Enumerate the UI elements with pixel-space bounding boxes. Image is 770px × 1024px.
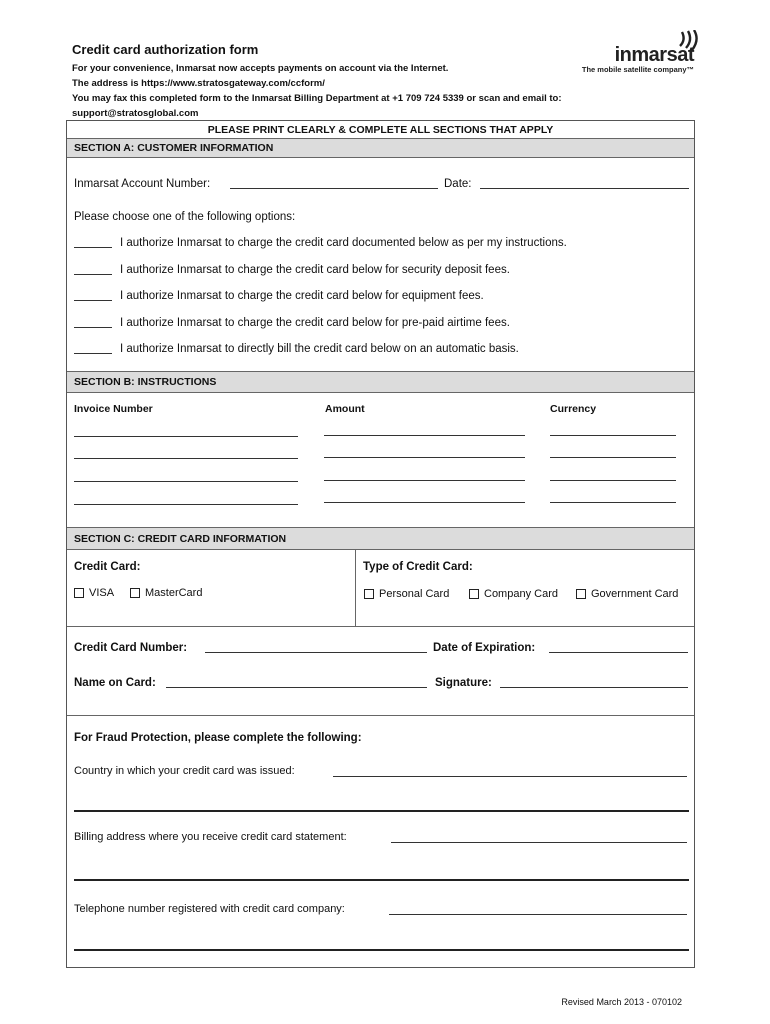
account-number-label: Inmarsat Account Number: (74, 178, 211, 190)
intro-line-2: The address is https://www.stratosgateway.com/ccform/ (72, 78, 325, 89)
inmarsat-logo (582, 30, 694, 74)
date-field[interactable] (480, 188, 689, 189)
intro-line-3: You may fax this completed form to the Inmarsat Billing Department at +1 709 724 5339 or scan and email to: (72, 93, 562, 104)
name-on-card-label: Name on Card: (74, 677, 156, 689)
card-number-field[interactable] (205, 652, 427, 653)
signature-field[interactable] (500, 687, 688, 688)
billing-address-label: Billing address where you receive credit card statement: (74, 831, 347, 843)
logo-tagline: The mobile satellite company™ (581, 65, 694, 74)
account-number-field[interactable] (230, 188, 438, 189)
intro-line-4: support@stratosglobal.com (72, 108, 199, 119)
section-a-header (67, 138, 694, 158)
section-a-heading: SECTION A: CUSTOMER INFORMATION (74, 142, 274, 154)
amount-header: Amount (325, 403, 365, 415)
name-on-card-field[interactable] (166, 687, 427, 688)
option-4-mark[interactable] (74, 327, 112, 328)
expiration-field[interactable] (549, 652, 688, 653)
option-2-label: I authorize Inmarsat to charge the credit card below for security deposit fees. (120, 264, 510, 276)
logo-word: inmarsat (614, 44, 694, 66)
mastercard-label: MasterCard (145, 587, 203, 599)
fraud-heading: For Fraud Protection, please complete the following: (74, 732, 362, 744)
government-card-checkbox[interactable] (576, 589, 586, 599)
revision-footer: Revised March 2013 - 070102 (561, 997, 682, 1007)
phone-field[interactable] (389, 914, 687, 915)
invoice-field-4[interactable] (74, 504, 298, 505)
company-card-checkbox[interactable] (469, 589, 479, 599)
phone-label: Telephone number registered with credit card company: (74, 903, 345, 915)
option-3-label: I authorize Inmarsat to charge the credit card below for equipment fees. (120, 290, 484, 302)
company-card-label: Company Card (484, 588, 558, 600)
form-frame (66, 120, 695, 968)
option-5-mark[interactable] (74, 353, 112, 354)
currency-field-4[interactable] (550, 502, 676, 503)
date-label: Date: (444, 178, 472, 190)
amount-field-2[interactable] (324, 457, 525, 458)
print-clearly-banner: PLEASE PRINT CLEARLY & COMPLETE ALL SECTIONS THAT APPLY (207, 124, 554, 136)
billing-extra-line[interactable] (74, 879, 689, 881)
country-label: Country in which your credit card was issued: (74, 765, 295, 777)
personal-card-label: Personal Card (379, 588, 450, 600)
visa-checkbox[interactable] (74, 588, 84, 598)
section-c-header (67, 527, 694, 550)
option-3-mark[interactable] (74, 300, 112, 301)
amount-field-3[interactable] (324, 480, 525, 481)
card-row-divider (67, 626, 694, 627)
country-extra-line[interactable] (74, 810, 689, 812)
currency-field-1[interactable] (550, 435, 676, 436)
personal-card-checkbox[interactable] (364, 589, 374, 599)
invoice-field-3[interactable] (74, 481, 298, 482)
option-4-label: I authorize Inmarsat to charge the credit card below for pre-paid airtime fees. (120, 317, 510, 329)
country-field[interactable] (333, 776, 687, 777)
credit-card-label: Credit Card: (74, 561, 141, 573)
visa-label: VISA (89, 587, 115, 599)
phone-extra-line[interactable] (74, 949, 689, 951)
option-1-mark[interactable] (74, 247, 112, 248)
fraud-divider (67, 715, 694, 716)
form-title: Credit card authorization form (72, 42, 259, 57)
amount-field-1[interactable] (324, 435, 525, 436)
invoice-number-header: Invoice Number (74, 403, 153, 415)
type-of-card-label: Type of Credit Card: (363, 561, 473, 573)
signature-label: Signature: (435, 677, 492, 689)
option-1-label: I authorize Inmarsat to charge the credit card documented below as per my instructions. (120, 237, 567, 249)
invoice-field-2[interactable] (74, 458, 298, 459)
card-number-label: Credit Card Number: (74, 642, 188, 654)
signal-waves-icon (676, 30, 698, 52)
card-section-divider (355, 550, 356, 626)
government-card-label: Government Card (591, 588, 679, 600)
amount-field-4[interactable] (324, 502, 525, 503)
currency-field-2[interactable] (550, 457, 676, 458)
billing-address-field[interactable] (391, 842, 687, 843)
expiration-label: Date of Expiration: (433, 642, 536, 654)
choose-options-text: Please choose one of the following options: (74, 211, 296, 223)
section-c-heading: SECTION C: CREDIT CARD INFORMATION (74, 533, 287, 545)
mastercard-checkbox[interactable] (130, 588, 140, 598)
currency-header: Currency (550, 403, 597, 415)
option-5-label: I authorize Inmarsat to directly bill the credit card below on an automatic basis. (120, 343, 519, 355)
currency-field-3[interactable] (550, 480, 676, 481)
intro-line-1: For your convenience, Inmarsat now accepts payments on account via the Internet. (72, 63, 449, 74)
section-b-header (67, 371, 694, 393)
invoice-field-1[interactable] (74, 436, 298, 437)
option-2-mark[interactable] (74, 274, 112, 275)
section-b-heading: SECTION B: INSTRUCTIONS (74, 376, 217, 388)
